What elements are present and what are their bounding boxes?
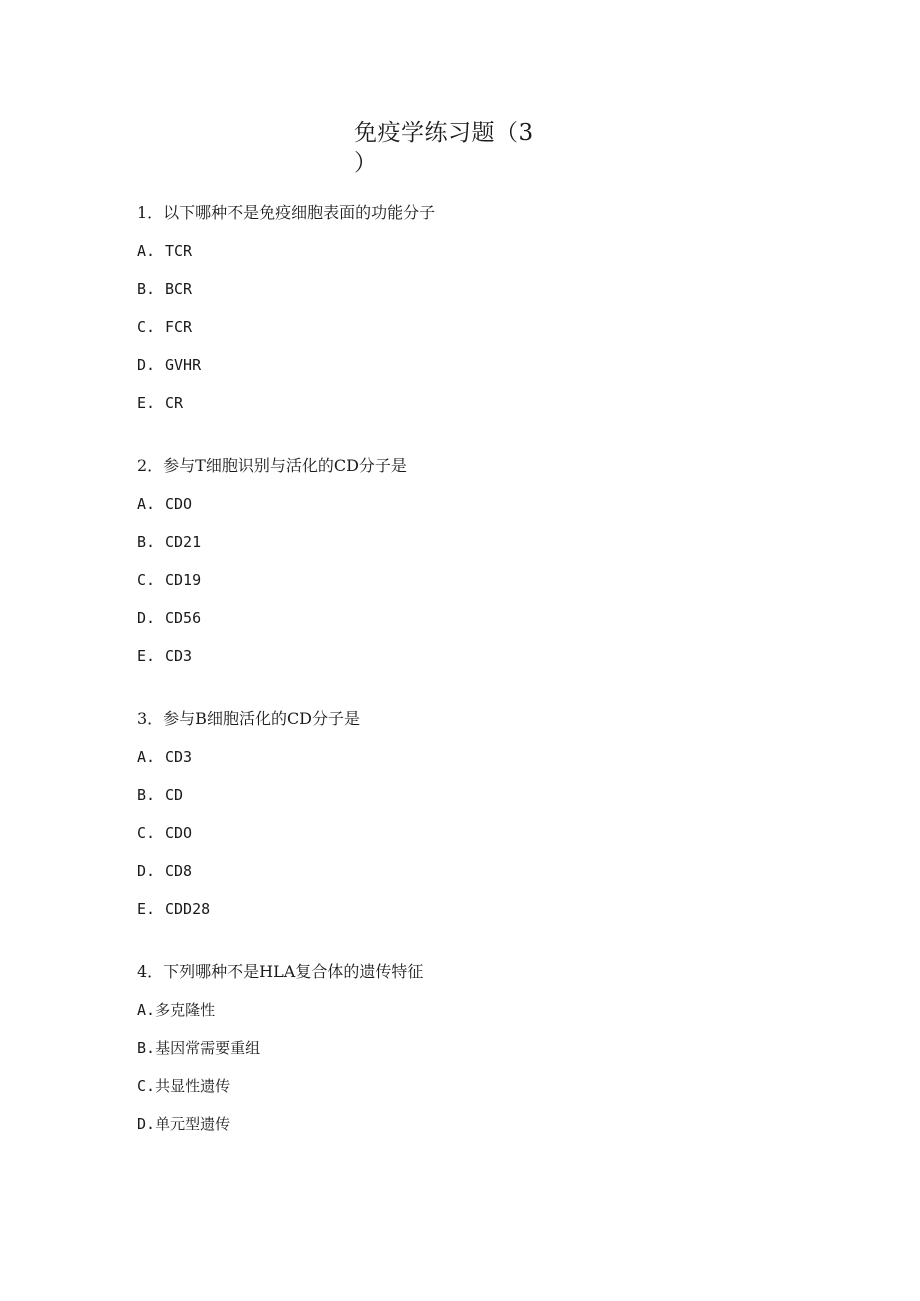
option-letter: E. [137, 394, 156, 412]
option-letter: A. [137, 495, 156, 513]
option-a [137, 997, 837, 1035]
question-stem: 3．参与B细胞活化的CD分子是 [137, 709, 361, 728]
option-text: CD21 [165, 533, 202, 551]
option-text: 基因常需要重组 [155, 1039, 261, 1057]
option-text: CD3 [165, 748, 193, 766]
option-b [137, 529, 837, 567]
option-b [137, 782, 837, 820]
option-a [137, 491, 837, 529]
option-letter: C. [137, 824, 156, 842]
option-text: BCR [165, 280, 193, 298]
title-line-2: ） [354, 150, 378, 176]
option-text: CD8 [165, 862, 193, 880]
option-b [137, 276, 837, 314]
option-d [137, 858, 837, 896]
option-letter: B. [137, 1039, 156, 1057]
option-letter: D. [137, 1115, 156, 1133]
title-line-1: 免疫学练习题（3 [354, 120, 534, 146]
question-3 [137, 706, 837, 934]
option-letter: C. [137, 318, 156, 336]
option-c [137, 1073, 837, 1111]
question-list [137, 200, 837, 1174]
option-letter: D. [137, 356, 156, 374]
option-a [137, 744, 837, 782]
option-letter: A. [137, 1001, 156, 1019]
option-text: CDD28 [165, 900, 211, 918]
option-c [137, 820, 837, 858]
question-stem: 2．参与T细胞识别与活化的CD分子是 [137, 456, 407, 475]
option-b [137, 1035, 837, 1073]
option-text: CR [165, 394, 184, 412]
option-letter: B. [137, 533, 156, 551]
option-d [137, 1111, 837, 1149]
option-letter: C. [137, 571, 156, 589]
option-d [137, 352, 837, 390]
option-letter: E. [137, 647, 156, 665]
option-c [137, 314, 837, 352]
page-title [354, 118, 554, 178]
question-2 [137, 453, 837, 681]
option-text: CD [165, 786, 184, 804]
option-text: CDO [165, 495, 193, 513]
option-text: FCR [165, 318, 193, 336]
option-c [137, 567, 837, 605]
option-e [137, 643, 837, 681]
option-text: 多克隆性 [155, 1001, 216, 1019]
option-e [137, 896, 837, 934]
option-letter: A. [137, 242, 156, 260]
option-text: 单元型遗传 [155, 1115, 231, 1133]
option-text: CD19 [165, 571, 202, 589]
option-text: CD3 [165, 647, 193, 665]
question-stem: 1．以下哪种不是免疫细胞表面的功能分子 [137, 203, 436, 222]
question-stem: 4．下列哪种不是HLA复合体的遗传特征 [137, 962, 424, 981]
option-letter: B. [137, 786, 156, 804]
option-letter: A. [137, 748, 156, 766]
question-1 [137, 200, 837, 428]
option-a [137, 238, 837, 276]
option-letter: B. [137, 280, 156, 298]
option-text: TCR [165, 242, 193, 260]
option-text: CD56 [165, 609, 202, 627]
question-4 [137, 959, 837, 1149]
option-text: GVHR [165, 356, 202, 374]
option-text: CDO [165, 824, 193, 842]
option-letter: D. [137, 609, 156, 627]
option-letter: E. [137, 900, 156, 918]
option-letter: D. [137, 862, 156, 880]
option-e [137, 390, 837, 428]
option-d [137, 605, 837, 643]
option-letter: C. [137, 1077, 156, 1095]
option-text: 共显性遗传 [155, 1077, 231, 1095]
